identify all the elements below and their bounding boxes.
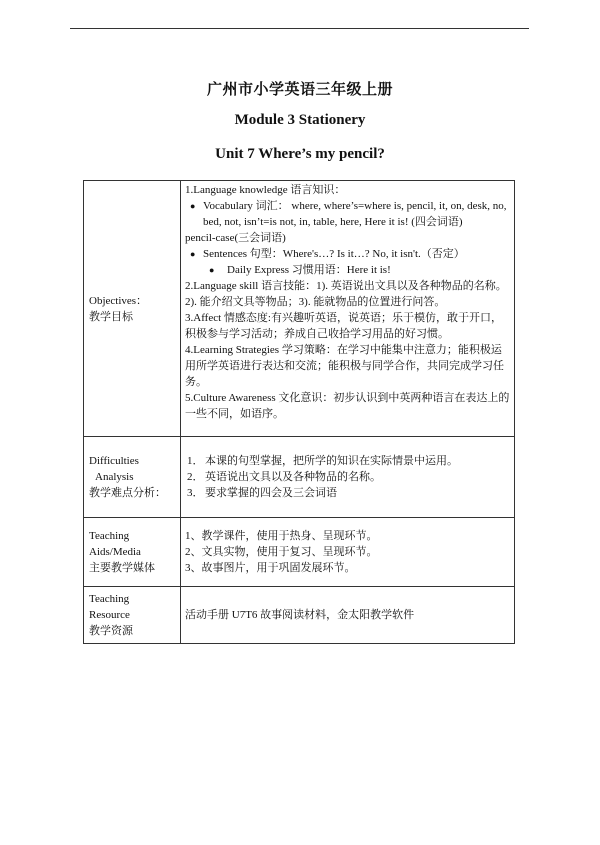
- difficulty-number: 2．: [187, 470, 204, 483]
- difficulty-text: 英语说出文具以及各种物品的名称。: [205, 470, 381, 483]
- aids-item: 2、文具实物，使用于复习、呈现环节。: [185, 545, 378, 558]
- objectives-label-cn: 教学目标: [89, 310, 133, 323]
- aids-item: 1、教学课件，使用于热身、呈现环节。: [185, 529, 378, 542]
- resources-content-cell: [181, 587, 515, 644]
- objectives-row: [84, 181, 515, 437]
- daily-express-text: Daily Express 习惯用语：Here it is!: [227, 264, 391, 276]
- difficulty-number: 3．: [187, 486, 204, 499]
- aids-label-line2: Aids/Media: [89, 546, 141, 558]
- resources-label-cell: [84, 587, 181, 644]
- sentences-text: Sentences 句型：Where's…? Is it…? No, it isn't.（否定）: [203, 248, 465, 260]
- difficulties-label-cn: 教学难点分析：: [89, 487, 166, 499]
- objective-culture-awareness: 5.Culture Awareness 文化意识：初步认识到中英两种语言在表达上的一些不同，如语序。: [185, 392, 510, 420]
- resources-label-line2: Resource: [89, 609, 130, 621]
- lesson-plan-table: [83, 180, 515, 644]
- difficulties-label-line1: Difficulties: [89, 455, 139, 467]
- difficulty-text: 本课的句型掌握，把所学的知识在实际情景中运用。: [205, 454, 458, 467]
- resources-text: 活动手册 U7T6 故事阅读材料，金太阳教学软件: [185, 608, 415, 621]
- aids-label-cell: [84, 518, 181, 587]
- objectives-label-en: Objectives：: [89, 294, 148, 307]
- aids-row: [84, 518, 515, 587]
- aids-content-cell: [181, 518, 515, 587]
- objective-language-skill: 2.Language skill 语言技能：1). 英语说出文具以及各种物品的名称。2). 能介绍文具等物品；3). 能就物品的位置进行问答。: [185, 280, 507, 308]
- document-title: 广州市小学英语三年级上册: [206, 82, 393, 98]
- objective-learning-strategies: 4.Learning Strategies 学习策略：在学习中能集中注意力；能积极运用所学英语进行表达和交流；能积极与同学合作，共同完成学习任务。: [185, 344, 504, 388]
- difficulties-label-cell: [84, 437, 181, 518]
- sentences-item: [185, 246, 510, 262]
- difficulties-label-line2: Analysis: [95, 471, 134, 483]
- bullet-icon: ●: [209, 265, 215, 275]
- difficulty-item: [185, 453, 510, 469]
- objectives-content-cell: [181, 181, 515, 437]
- difficulty-item: [185, 485, 510, 501]
- top-rule: [70, 28, 529, 29]
- aids-label-line1: Teaching: [89, 530, 130, 542]
- objective-affect: 3.Affect 情感态度:有兴趣听英语，说英语；乐于模仿，敢于开口，积极参与学习活动；养成自己收拾学习用品的好习惯。: [185, 312, 502, 340]
- resources-label-cn: 教学资源: [89, 625, 133, 637]
- bullet-icon: ●: [190, 249, 196, 259]
- module-title: Module 3 Stationery: [234, 112, 366, 128]
- difficulties-row: [84, 437, 515, 518]
- difficulties-content-cell: [181, 437, 515, 518]
- aids-label-cn: 主要教学媒体: [89, 562, 155, 574]
- objective-language-knowledge: 1.Language knowledge 语言知识：: [185, 184, 346, 196]
- difficulty-text: 要求掌握的四会及三会词语: [205, 486, 337, 499]
- vocabulary-text: Vocabulary 词汇： where, where’s=where is, pencil, it, on, desk, no, bed, not, isn’t=is not, in, table, here, Here it is! (四会词语): [203, 200, 507, 228]
- vocabulary-item: [185, 198, 510, 230]
- difficulty-number: 1．: [187, 454, 204, 467]
- unit-title: Unit 7 Where’s my pencil?: [215, 146, 385, 162]
- bullet-icon: ●: [190, 201, 196, 211]
- daily-express-item: [185, 262, 510, 278]
- pencil-case-text: pencil-case(三会词语): [185, 232, 286, 244]
- aids-item: 3、故事图片，用于巩固发展环节。: [185, 561, 356, 574]
- resources-label-line1: Teaching: [89, 593, 130, 605]
- objectives-label-cell: [84, 181, 181, 437]
- difficulty-item: [185, 469, 510, 485]
- resources-row: [84, 587, 515, 644]
